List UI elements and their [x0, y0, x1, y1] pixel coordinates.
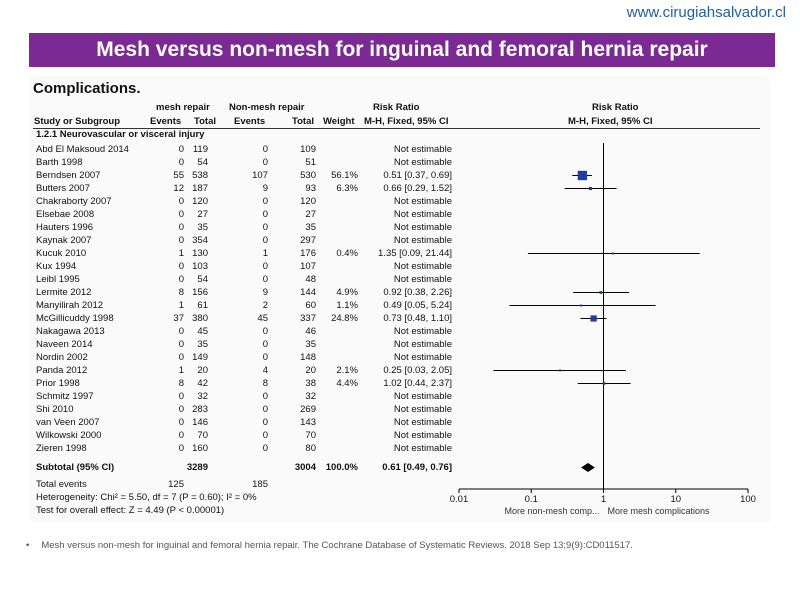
slide-title: Mesh versus non-mesh for inguinal and femoral hernia repair	[29, 33, 775, 67]
total-nonmesh: 70	[305, 430, 316, 441]
total-mesh: 61	[197, 300, 208, 311]
events-nonmesh: 0	[262, 274, 268, 285]
events-mesh: 8	[178, 378, 184, 389]
study-name: Kux 1994	[36, 261, 77, 272]
study-name: Kucuk 2010	[36, 248, 87, 259]
events-nonmesh: 0	[262, 222, 268, 233]
weight	[322, 208, 358, 221]
risk-ratio-ci: Not estimable	[393, 235, 452, 246]
total-nonmesh: 109	[300, 144, 316, 155]
total-mesh: 103	[192, 261, 208, 272]
bullet-icon: •	[26, 540, 30, 551]
total-nonmesh: 46	[305, 326, 316, 337]
total-mesh: 35	[197, 222, 208, 233]
total-mesh: 160	[192, 443, 208, 454]
total-mesh: 130	[192, 248, 208, 259]
events-nonmesh: 45	[257, 313, 268, 324]
total-mesh: 120	[192, 196, 208, 207]
weight	[322, 429, 358, 442]
risk-ratio-ci: 1.02 [0.44, 2.37]	[383, 378, 452, 389]
study-name: Zieren 1998	[36, 443, 87, 454]
total-nonmesh: 107	[300, 261, 316, 272]
events-mesh: 0	[178, 352, 184, 363]
group-header-rr-left: Risk Ratio	[373, 102, 420, 113]
x-axis-tick-label: 1	[600, 494, 607, 505]
risk-ratio-ci: 0.51 [0.37, 0.69]	[383, 170, 452, 181]
risk-ratio-ci: 0.49 [0.05, 5.24]	[383, 300, 452, 311]
study-name: McGillicuddy 1998	[36, 313, 114, 324]
risk-ratio-ci: 1.35 [0.09, 21.44]	[378, 248, 452, 259]
total-mesh: 54	[197, 157, 208, 168]
events-mesh: 55	[173, 170, 184, 181]
col-header-total1: Total	[194, 116, 216, 127]
events-nonmesh: 0	[262, 352, 268, 363]
subtotal-label: Subtotal (95% CI)	[36, 462, 115, 473]
events-mesh: 0	[178, 326, 184, 337]
total-mesh: 35	[197, 339, 208, 350]
total-mesh: 45	[197, 326, 208, 337]
events-nonmesh: 0	[262, 157, 268, 168]
study-name: Naveen 2014	[36, 339, 93, 350]
events-mesh: 0	[178, 261, 184, 272]
reference-text: Mesh versus non-mesh for inguinal and femoral hernia repair. The Cochrane Database of Systematic Reviews. 2018 Sep 13;9(9):CD011517.	[41, 540, 633, 551]
x-axis-tick-label: 10	[670, 494, 682, 505]
study-name: Manyilirah 2012	[36, 300, 104, 311]
weight: 6.3%	[336, 183, 358, 194]
events-mesh: 1	[178, 365, 184, 376]
events-mesh: 0	[178, 404, 184, 415]
col-header-total2: Total	[292, 116, 314, 127]
events-mesh: 0	[178, 222, 184, 233]
col-header-method-left: M-H, Fixed, 95% CI	[364, 116, 449, 127]
weight	[322, 416, 358, 429]
left-direction-label: More non-mesh comp...	[504, 506, 600, 516]
events-nonmesh: 1	[262, 248, 268, 259]
study-name: Abd El Maksoud 2014	[36, 144, 129, 155]
total-mesh: 354	[192, 235, 208, 246]
col-header-weight: Weight	[323, 116, 355, 127]
risk-ratio-ci: Not estimable	[393, 404, 452, 415]
study-name: Wilkowski 2000	[36, 430, 102, 441]
total-mesh: 149	[192, 352, 208, 363]
group-header-mesh: mesh repair	[156, 102, 210, 113]
weight	[322, 195, 358, 208]
events-nonmesh: 0	[262, 430, 268, 441]
risk-ratio-ci: 0.66 [0.29, 1.52]	[383, 183, 452, 194]
total-nonmesh: 176	[300, 248, 316, 259]
risk-ratio-ci: Not estimable	[393, 417, 452, 428]
col-header-events2: Events	[234, 116, 266, 127]
risk-ratio-ci: 0.73 [0.48, 1.10]	[383, 313, 452, 324]
total-nonmesh: 337	[300, 313, 316, 324]
total-events-mesh: 125	[168, 479, 184, 490]
subtotal-weight: 100.0%	[325, 462, 358, 473]
total-mesh: 54	[197, 274, 208, 285]
study-name: van Veen 2007	[36, 417, 100, 428]
events-nonmesh: 0	[262, 235, 268, 246]
heterogeneity-text: Heterogeneity: Chi² = 5.50, df = 7 (P = 0.60); I² = 0%	[36, 492, 257, 503]
study-name: Schmitz 1997	[36, 391, 94, 402]
events-mesh: 8	[178, 287, 184, 298]
total-nonmesh: 20	[305, 365, 316, 376]
subgroup-label: 1.2.1 Neurovascular or visceral injury	[36, 129, 205, 140]
weight	[322, 390, 358, 403]
total-nonmesh: 148	[300, 352, 316, 363]
events-nonmesh: 0	[262, 417, 268, 428]
total-nonmesh: 120	[300, 196, 316, 207]
total-nonmesh: 27	[305, 209, 316, 220]
events-mesh: 12	[173, 183, 184, 194]
total-events-label: Total events	[36, 479, 87, 490]
risk-ratio-ci: Not estimable	[393, 339, 452, 350]
events-mesh: 37	[173, 313, 184, 324]
risk-ratio-ci: Not estimable	[393, 352, 452, 363]
total-mesh: 70	[197, 430, 208, 441]
risk-ratio-ci: Not estimable	[393, 443, 452, 454]
events-nonmesh: 0	[262, 261, 268, 272]
risk-ratio-ci: Not estimable	[393, 222, 452, 233]
events-mesh: 0	[178, 196, 184, 207]
events-mesh: 0	[178, 339, 184, 350]
study-name: Leibl 1995	[36, 274, 80, 285]
right-direction-label: More mesh complications	[607, 506, 710, 516]
study-name: Nordin 2002	[36, 352, 88, 363]
events-mesh: 0	[178, 391, 184, 402]
events-nonmesh: 0	[262, 443, 268, 454]
total-nonmesh: 143	[300, 417, 316, 428]
events-mesh: 0	[178, 235, 184, 246]
study-name: Butters 2007	[36, 183, 90, 194]
events-nonmesh: 0	[262, 339, 268, 350]
total-mesh: 146	[192, 417, 208, 428]
events-mesh: 0	[178, 430, 184, 441]
weight	[322, 273, 358, 286]
weight: 56.1%	[331, 170, 358, 181]
events-nonmesh: 8	[262, 378, 268, 389]
weight	[322, 143, 358, 156]
weight: 1.1%	[336, 300, 358, 311]
events-mesh: 0	[178, 157, 184, 168]
total-nonmesh: 48	[305, 274, 316, 285]
total-nonmesh: 93	[305, 183, 316, 194]
study-name: Panda 2012	[36, 365, 88, 376]
risk-ratio-ci: Not estimable	[393, 391, 452, 402]
risk-ratio-ci: Not estimable	[393, 430, 452, 441]
total-nonmesh: 269	[300, 404, 316, 415]
total-nonmesh: 144	[300, 287, 316, 298]
col-header-study: Study or Subgroup	[34, 116, 121, 127]
subtotal-ci: 0.61 [0.49, 0.76]	[382, 462, 452, 473]
x-axis-tick-label: 0.01	[449, 494, 469, 505]
weight	[322, 442, 358, 455]
total-mesh: 119	[192, 144, 208, 155]
weight	[322, 351, 358, 364]
total-nonmesh: 60	[305, 300, 316, 311]
weight	[322, 338, 358, 351]
study-name: Elsebae 2008	[36, 209, 95, 220]
total-nonmesh: 297	[300, 235, 316, 246]
weight	[322, 234, 358, 247]
weight	[322, 325, 358, 338]
events-nonmesh: 4	[262, 365, 268, 376]
study-name: Shi 2010	[36, 404, 74, 415]
weight	[322, 221, 358, 234]
total-nonmesh: 32	[305, 391, 316, 402]
total-mesh: 42	[197, 378, 208, 389]
risk-ratio-ci: 0.25 [0.03, 2.05]	[383, 365, 452, 376]
total-nonmesh: 51	[305, 157, 316, 168]
weight	[322, 260, 358, 273]
study-name: Prior 1998	[36, 378, 80, 389]
total-mesh: 27	[197, 209, 208, 220]
reference-footnote	[26, 540, 633, 551]
group-header-nonmesh: Non-mesh repair	[229, 102, 305, 113]
study-name: Lermite 2012	[36, 287, 92, 298]
weight: 24.8%	[331, 313, 358, 324]
study-name: Kaynak 2007	[36, 235, 92, 246]
total-mesh: 156	[192, 287, 208, 298]
risk-ratio-ci: Not estimable	[393, 196, 452, 207]
x-axis-tick-label: 0.1	[524, 494, 538, 505]
total-nonmesh: 35	[305, 339, 316, 350]
events-mesh: 0	[178, 274, 184, 285]
events-nonmesh: 9	[262, 183, 268, 194]
total-nonmesh: 530	[300, 170, 316, 181]
total-mesh: 380	[192, 313, 208, 324]
subtotal-total2: 3004	[294, 462, 316, 473]
section-title: Complications.	[33, 80, 141, 97]
events-mesh: 1	[178, 248, 184, 259]
events-nonmesh: 0	[262, 404, 268, 415]
events-nonmesh: 0	[262, 209, 268, 220]
total-nonmesh: 35	[305, 222, 316, 233]
events-nonmesh: 0	[262, 326, 268, 337]
events-nonmesh: 9	[262, 287, 268, 298]
risk-ratio-ci: Not estimable	[393, 326, 452, 337]
total-mesh: 32	[197, 391, 208, 402]
weight: 4.9%	[336, 287, 358, 298]
events-nonmesh: 107	[252, 170, 268, 181]
site-url[interactable]: www.cirugiahsalvador.cl	[626, 4, 786, 21]
study-name: Hauters 1996	[36, 222, 94, 233]
weight: 2.1%	[336, 365, 358, 376]
total-mesh: 187	[192, 183, 208, 194]
weight	[322, 403, 358, 416]
overall-effect-text: Test for overall effect: Z = 4.49 (P < 0.00001)	[36, 505, 225, 516]
events-nonmesh: 0	[262, 391, 268, 402]
total-nonmesh: 38	[305, 378, 316, 389]
risk-ratio-ci: Not estimable	[393, 157, 452, 168]
risk-ratio-ci: Not estimable	[393, 274, 452, 285]
weight: 0.4%	[336, 248, 358, 259]
events-nonmesh: 2	[262, 300, 268, 311]
study-name: Barth 1998	[36, 157, 83, 168]
study-name: Nakagawa 2013	[36, 326, 105, 337]
events-mesh: 0	[178, 144, 184, 155]
events-mesh: 1	[178, 300, 184, 311]
study-name: Chakraborty 2007	[36, 196, 112, 207]
events-mesh: 0	[178, 443, 184, 454]
total-events-nonmesh: 185	[252, 479, 268, 490]
col-header-method-right: M-H, Fixed, 95% CI	[568, 116, 653, 127]
weight	[322, 156, 358, 169]
events-nonmesh: 0	[262, 196, 268, 207]
risk-ratio-ci: Not estimable	[393, 209, 452, 220]
study-name: Berndsen 2007	[36, 170, 101, 181]
total-nonmesh: 80	[305, 443, 316, 454]
events-mesh: 0	[178, 209, 184, 220]
events-nonmesh: 0	[262, 144, 268, 155]
subtotal-total1: 3289	[186, 462, 208, 473]
x-axis-tick-label: 100	[740, 494, 756, 505]
risk-ratio-ci: Not estimable	[393, 261, 452, 272]
col-header-events1: Events	[150, 116, 182, 127]
events-mesh: 0	[178, 417, 184, 428]
group-header-rr-right: Risk Ratio	[592, 102, 639, 113]
total-mesh: 283	[192, 404, 208, 415]
weight: 4.4%	[336, 378, 358, 389]
risk-ratio-ci: 0.92 [0.38, 2.26]	[383, 287, 452, 298]
risk-ratio-ci: Not estimable	[393, 144, 452, 155]
total-mesh: 20	[197, 365, 208, 376]
total-mesh: 538	[192, 170, 208, 181]
